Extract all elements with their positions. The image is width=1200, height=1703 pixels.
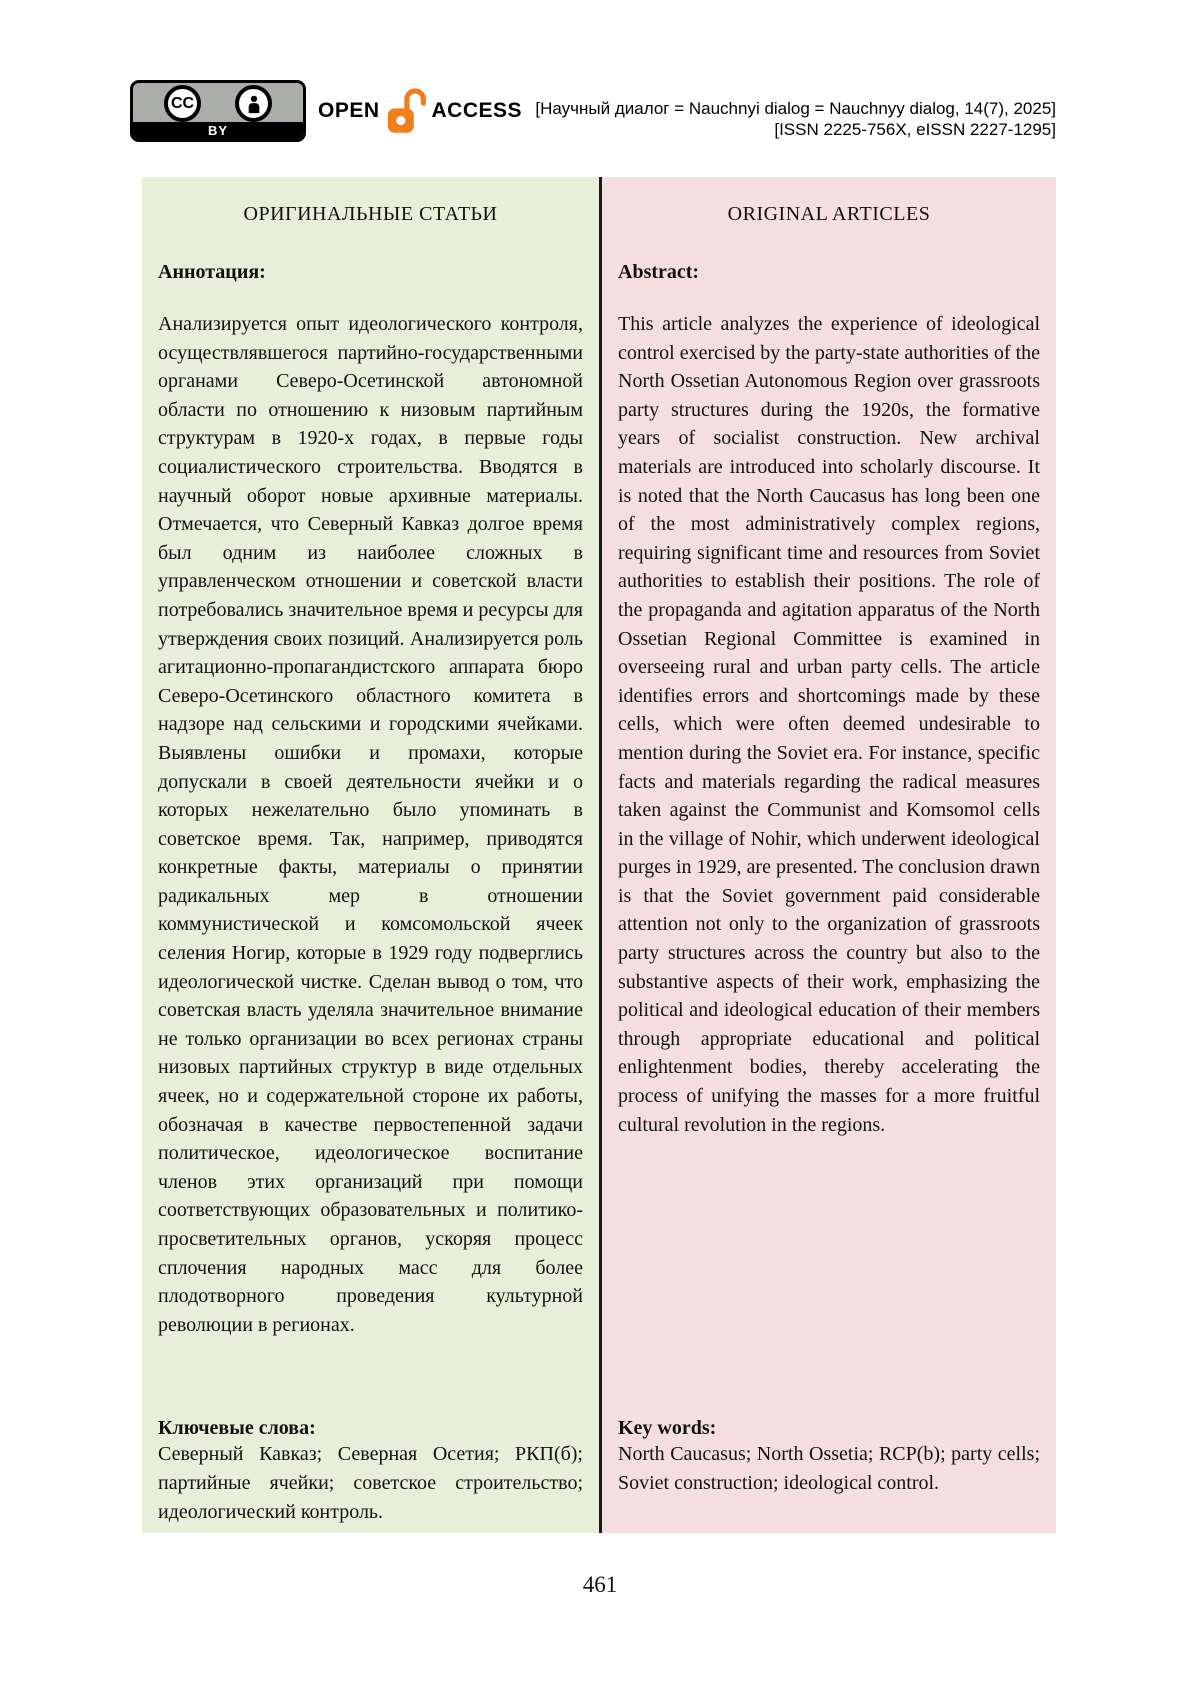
russian-abstract-label: Аннотация:: [158, 261, 266, 283]
english-keywords-block: [618, 1417, 1040, 1498]
attribution-person-icon: [235, 85, 272, 122]
open-access-word-open: OPEN: [318, 99, 380, 122]
russian-abstract-text: Анализируется опыт идеологического контроля, осуществлявшегося партийно-государственными органами Северо-Осетинской автономной области по отношению к низовым партийным структурам в 1920-х годах, в первые годы социалистического строительства. Вводятся в научный оборот новые архивные материалы. Отмечается, что Северный Кавказ долгое время был одним из наиболее сложных в управленческом отношении и советской власти потребовались значительное время и ресурсы для утверждения своих позиций. Анализируется роль агитационно-пропагандистского аппарата бюро Северо-Осетинского областного комитета в надзоре над сельскими и городскими ячейками. Выявлены ошибки и промахи, которые допускали в своей деятельности ячейки и о которых нежелательно было упоминать в советское время. Так, например, приводятся конкретные факты, материалы о принятии радикальных мер в отношении коммунистической и комсомольской ячеек селения Ногир, которые в 1929 году подверглись идеологической чистке. Сделан вывод о том, что советская власть уделяла значительное внимание не только организации во всех регионах страны низовых партийных структур в виде отдельных ячеек, но и содержательной стороне их работы, обозначая в качестве первостепенной задачи политическое, идеологическое воспитание членов этих организаций при помощи соответствующих образовательных и политико-просветительных органов, ускоряя процесс сплочения народных масс для более плодотворного проведения культурной революции в регионах.: [158, 313, 583, 1336]
abstract-box: [142, 177, 1056, 1533]
open-padlock-icon: [386, 86, 426, 136]
open-access-logo: [318, 85, 522, 137]
russian-keywords-block: [158, 1417, 583, 1526]
russian-keywords-label: Ключевые слова:: [158, 1417, 316, 1439]
open-access-word-access: ACCESS: [431, 99, 523, 122]
journal-citation-line2: [ISSN 2225-756X, eISSN 2227-1295]: [774, 120, 1056, 139]
cc-icon-label: CC: [170, 94, 195, 112]
journal-citation-line1: [Научный диалог = Nauchnyi dialog = Nauchnyy dialog, 14(7), 2025]: [535, 99, 1056, 118]
russian-column: [142, 177, 599, 1533]
cc-by-license-badge: [130, 80, 306, 142]
english-column: [602, 177, 1056, 1533]
english-keywords-text: North Caucasus; North Ossetia; RCP(b); party cells; Soviet construction; ideological control.: [618, 1443, 1040, 1494]
english-section-title: ORIGINAL ARTICLES: [727, 203, 931, 225]
russian-section-title: ОРИГИНАЛЬНЫЕ СТАТЬИ: [243, 203, 498, 225]
page-header: [0, 0, 1200, 177]
cc-badge-icons: [133, 83, 303, 122]
journal-citation: [535, 98, 1056, 140]
page-number: 461: [582, 1572, 618, 1597]
cc-by-bar: [133, 122, 303, 139]
by-label: BY: [207, 123, 229, 138]
english-keywords-label: Key words:: [618, 1417, 717, 1439]
cc-icon: [164, 85, 201, 122]
english-abstract-label: Abstract:: [618, 261, 700, 283]
english-abstract-text: This article analyzes the experience of ideological control exercised by the party-state authorities of the North Ossetian Autonomous Region over grassroots party structures during the 1920s, the formative years of socialist construction. New archival materials are introduced into scholarly discourse. It is noted that the North Caucasus has long been one of the most administratively complex regions, requiring significant time and resources from Soviet authorities to establish their positions. The role of the propaganda and agitation apparatus of the North Ossetian Regional Committee is examined in overseeing rural and urban party cells. The article identifies errors and shortcomings made by these cells, which were often deemed undesirable to mention during the Soviet era. For instance, specific facts and materials regarding the radical measures taken against the Communist and Komsomol cells in the village of Nohir, which underwent ideological purges in 1929, are presented. The conclusion drawn is that the Soviet government paid considerable attention not only to the organization of grassroots party structures across the country but also to the substantive aspects of their work, emphasizing the political and ideological education of their members through appropriate educational and political enlightenment bodies, thereby accelerating the process of unifying the masses for a more fruitful cultural revolution in the regions.: [618, 313, 1040, 1136]
russian-keywords-text: Северный Кавказ; Северная Осетия; РКП(б); партийные ячейки; советское строительство; идеологический контроль.: [158, 1443, 583, 1523]
